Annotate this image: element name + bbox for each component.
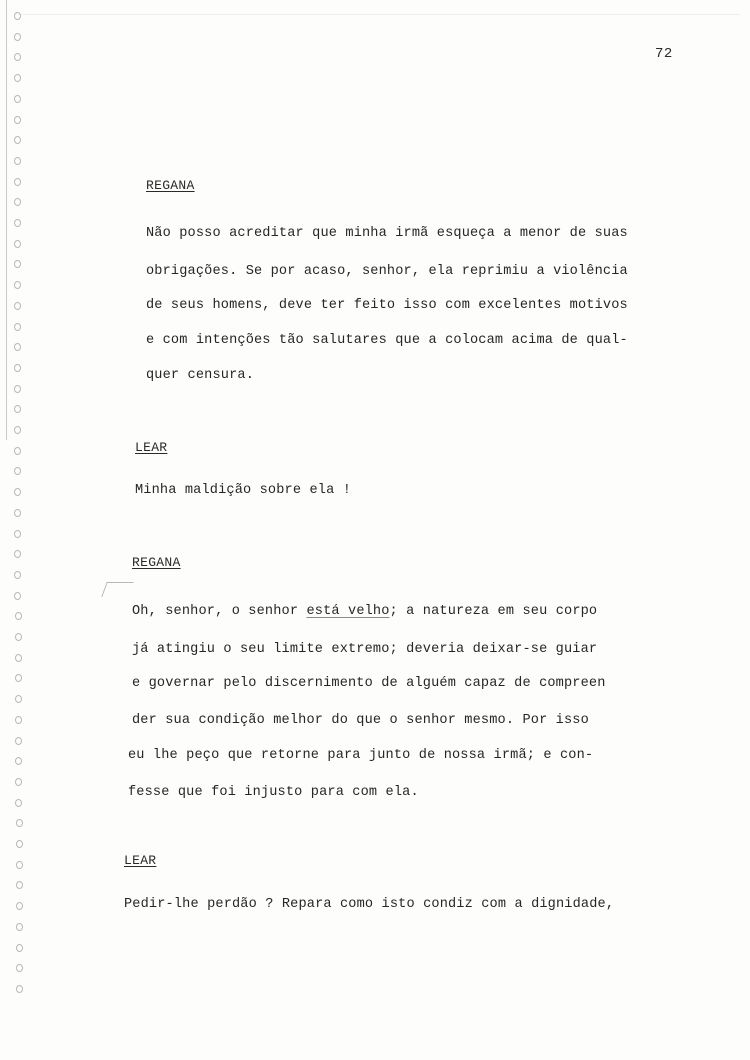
binder-hole xyxy=(15,757,22,765)
binder-hole xyxy=(14,33,21,41)
binder-hole xyxy=(14,95,21,103)
binder-hole xyxy=(16,881,23,889)
binder-hole xyxy=(15,633,22,641)
pencil-mark xyxy=(101,582,133,597)
binder-hole xyxy=(15,778,22,786)
dialogue-line: Oh, senhor, o senhor está velho; a natureza em seu corpo xyxy=(132,604,598,619)
dialogue-line: Não posso acreditar que minha irmã esqueça a menor de suas xyxy=(146,226,628,241)
underlined-phrase: está velho xyxy=(306,604,390,619)
binder-hole xyxy=(16,861,23,869)
binder-hole xyxy=(15,737,22,745)
dialogue-line: já atingiu o seu limite extremo; deveria deixar-se guiar xyxy=(132,642,598,657)
binder-hole xyxy=(15,799,22,807)
binder-hole xyxy=(14,550,21,558)
binder-hole xyxy=(16,902,23,910)
binder-hole xyxy=(15,695,22,703)
binder-hole xyxy=(14,323,21,331)
binder-hole xyxy=(14,488,21,496)
dialogue-line: Pedir-lhe perdão ? Repara como isto condiz com a dignidade, xyxy=(124,897,615,912)
dialogue-line: eu lhe peço que retorne para junto de nossa irmã; e con- xyxy=(128,748,594,763)
binder-hole xyxy=(14,530,21,538)
dialogue-line: quer censura. xyxy=(146,368,254,383)
dialogue-line: Minha maldição sobre ela ! xyxy=(135,483,351,498)
binder-hole xyxy=(16,819,23,827)
binder-hole xyxy=(15,674,22,682)
binder-hole xyxy=(14,12,21,20)
binder-hole xyxy=(14,447,21,455)
binder-hole xyxy=(14,467,21,475)
binder-hole xyxy=(14,136,21,144)
dialogue-line: der sua condição melhor do que o senhor mesmo. Por isso xyxy=(132,713,589,728)
binder-hole xyxy=(14,281,21,289)
top-edge xyxy=(20,14,740,15)
binder-hole xyxy=(14,116,21,124)
binding-edge xyxy=(6,0,7,440)
speaker-name: LEAR xyxy=(135,440,168,455)
speaker-name: LEAR xyxy=(124,853,157,868)
dialogue-line: e governar pelo discernimento de alguém capaz de compreen xyxy=(132,676,606,691)
binder-hole xyxy=(16,985,23,993)
binder-hole xyxy=(14,302,21,310)
binder-hole xyxy=(14,509,21,517)
binder-hole xyxy=(14,385,21,393)
binder-hole xyxy=(14,426,21,434)
binder-hole xyxy=(14,219,21,227)
binder-hole xyxy=(14,240,21,248)
speaker-name: REGANA xyxy=(132,555,181,570)
binder-hole xyxy=(14,53,21,61)
binder-hole xyxy=(15,612,22,620)
binder-hole xyxy=(14,178,21,186)
page-number: 72 xyxy=(655,46,673,62)
binder-hole xyxy=(14,343,21,351)
binder-hole xyxy=(14,198,21,206)
binder-hole xyxy=(14,405,21,413)
dialogue-line: e com intenções tão salutares que a colocam acima de qual- xyxy=(146,333,628,348)
binder-hole xyxy=(14,260,21,268)
dialogue-line: fesse que foi injusto para com ela. xyxy=(128,785,419,800)
binder-hole xyxy=(14,364,21,372)
binder-hole xyxy=(14,74,21,82)
binder-hole xyxy=(14,571,21,579)
binder-hole xyxy=(16,944,23,952)
binder-hole xyxy=(16,923,23,931)
binder-hole xyxy=(15,654,22,662)
speaker-name: REGANA xyxy=(146,178,195,193)
binder-hole xyxy=(16,964,23,972)
binder-hole xyxy=(16,840,23,848)
binder-hole xyxy=(14,157,21,165)
binder-hole xyxy=(14,592,21,600)
binder-holes xyxy=(14,12,34,1042)
dialogue-line: de seus homens, deve ter feito isso com excelentes motivos xyxy=(146,298,628,313)
binder-hole xyxy=(15,716,22,724)
dialogue-line: obrigações. Se por acaso, senhor, ela reprimiu a violência xyxy=(146,264,628,279)
